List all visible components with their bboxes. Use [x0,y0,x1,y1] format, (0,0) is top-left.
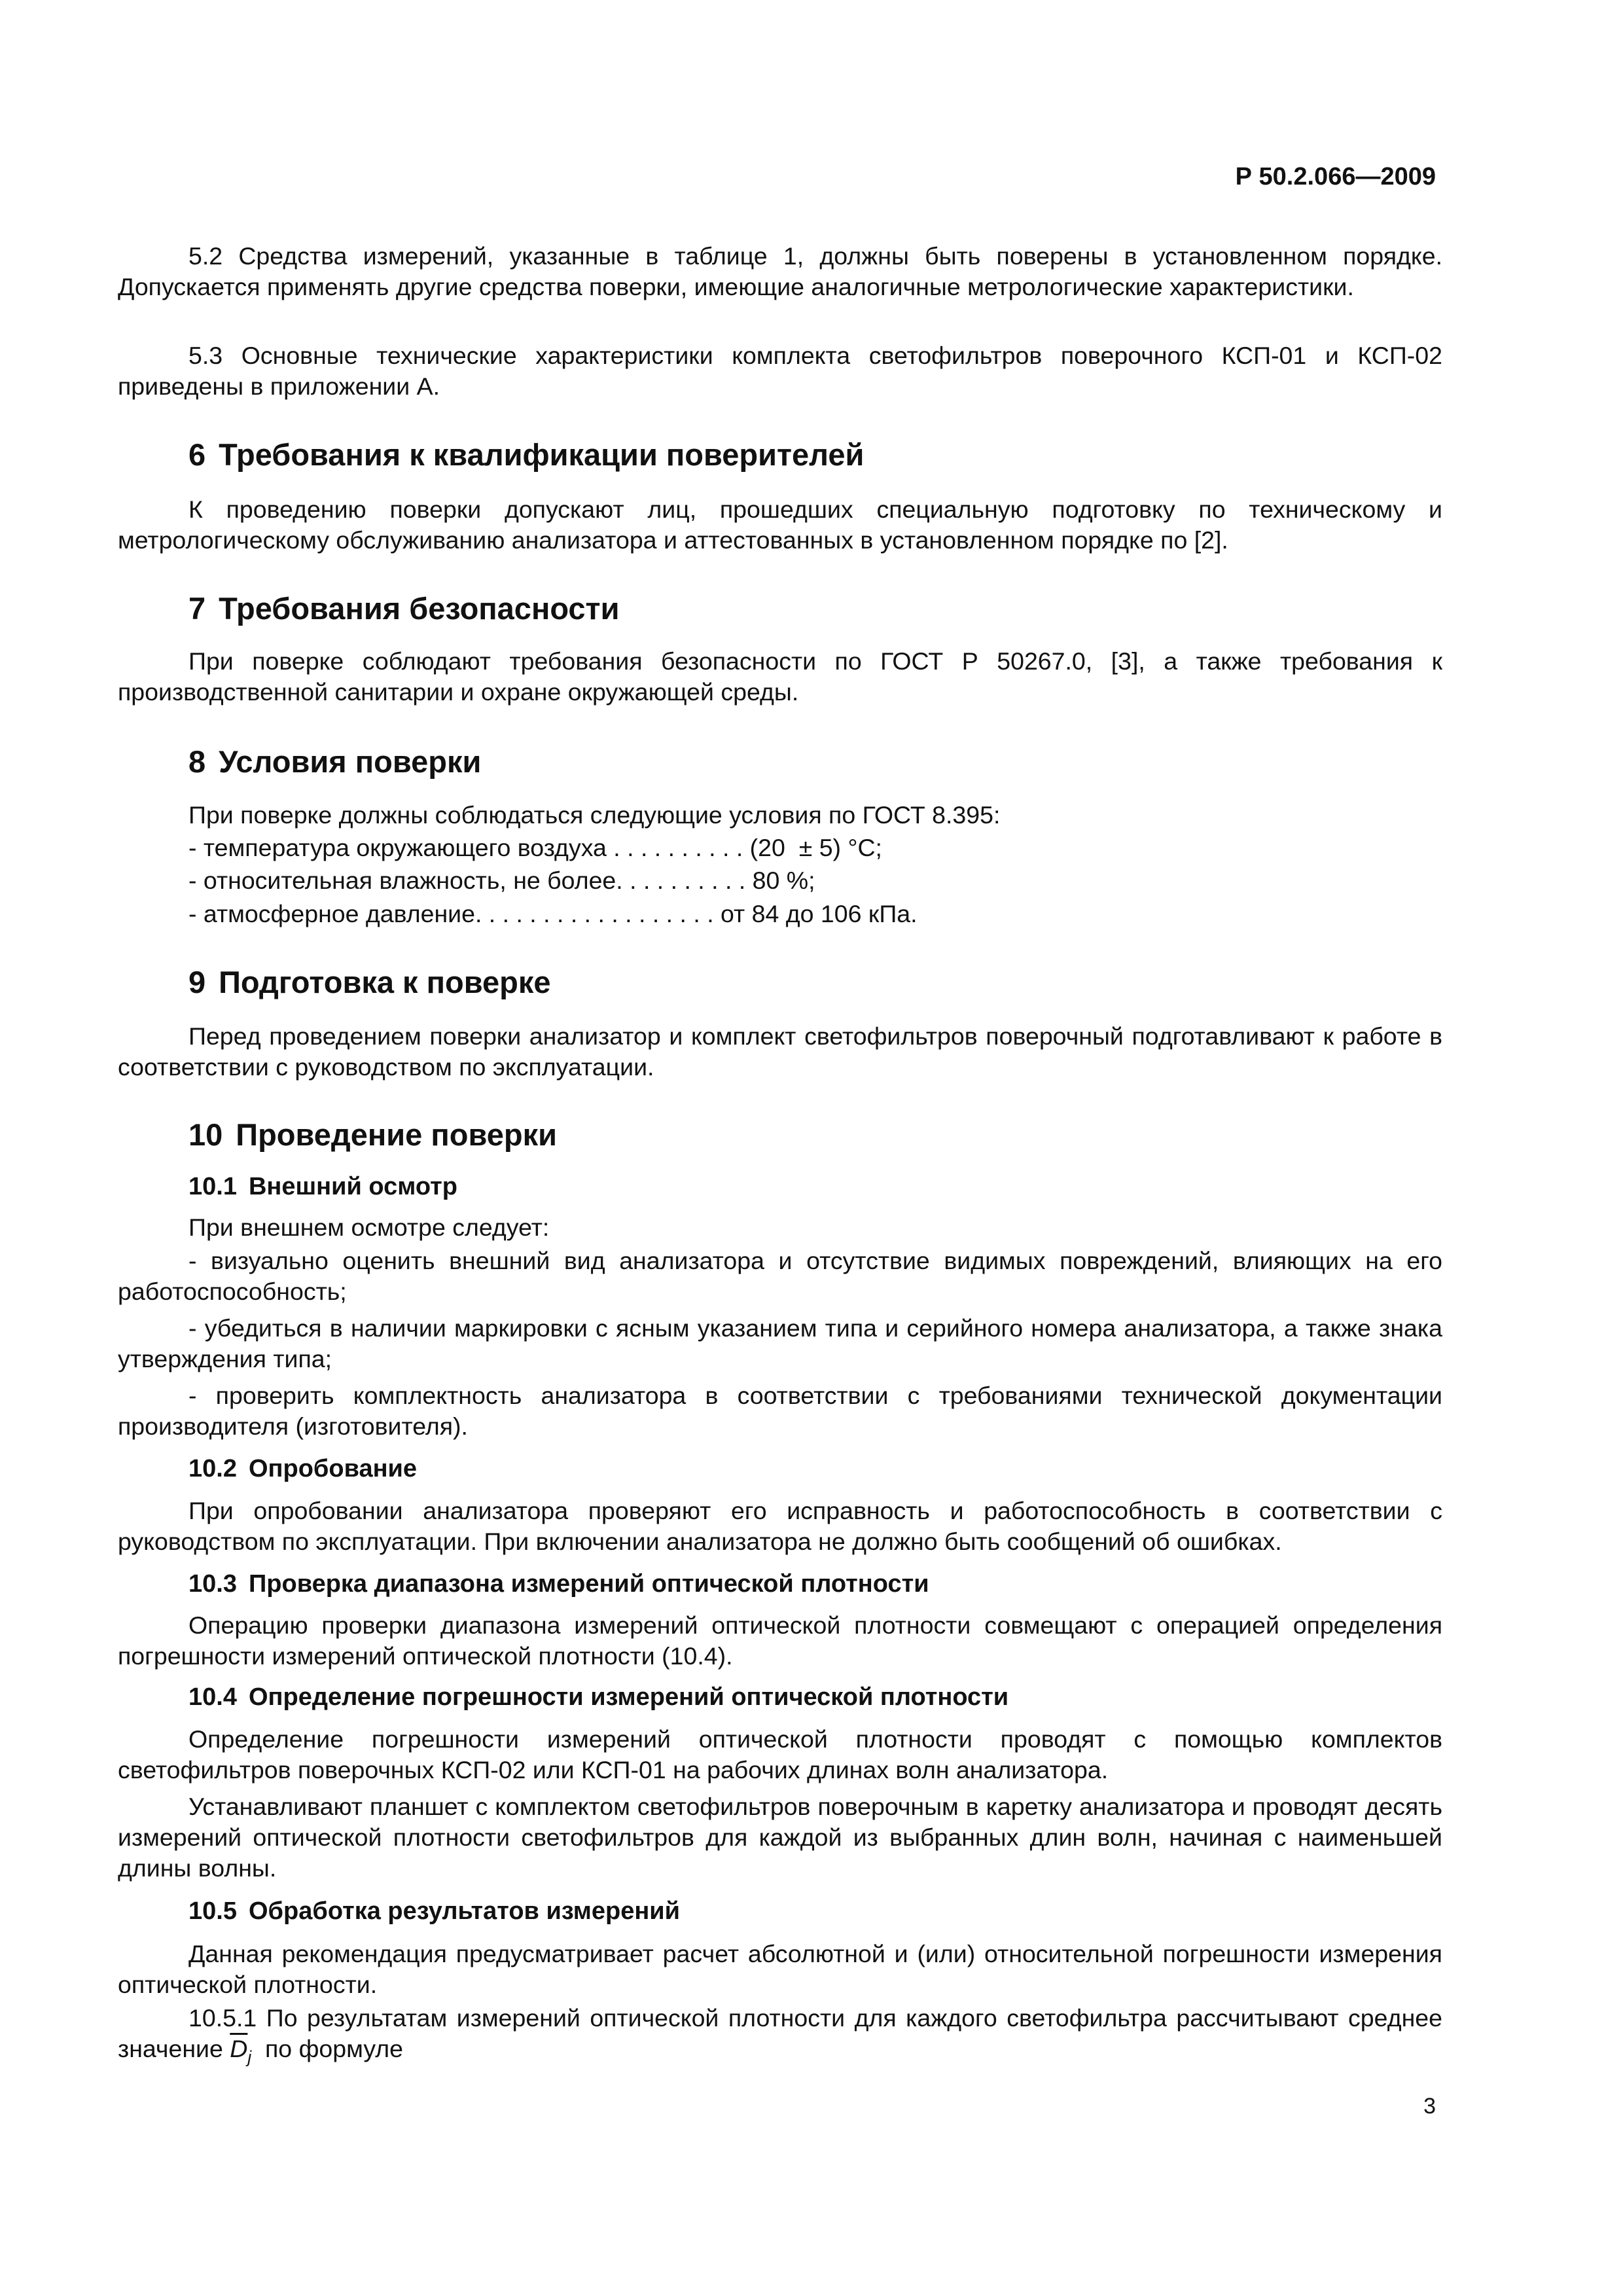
subsection-title: Определение погрешности измерений оптической плотности [248,1683,1009,1711]
subsection-10-2-heading [188,1454,417,1484]
paragraph-6-1: К проведению поверки допускают лиц, прошедших специальную подготовку по техническому и метрологическому обслуживанию анализатора и аттестованных в установленном порядке по [2]. [118,495,1442,554]
paragraph-10-4-2: Устанавливают планшет с комплектом светофильтров поверочным в каретку анализатора и проводят десять измерений оптической плотности светофильтров для каждой из выбранных длин волн, начиная с наименьшей длины волны. [118,1793,1442,1882]
paragraph-5-3: 5.3 Основные технические характеристики комплекта светофильтров поверочного КСП-01 и КСП-02 приведены в приложении А. [118,342,1442,400]
paragraph-9-1: Перед проведением поверки анализатор и комплект светофильтров поверочный подготавливают к работе в соответствии с руководством по эксплуатации. [118,1022,1442,1081]
subsection-10-1-heading [188,1172,457,1202]
document-number: Р 50.2.066—2009 [1235,163,1436,190]
subsection-10-5-heading [188,1896,680,1927]
symbol-letter: $\overline{D}$ [230,2035,248,2062]
section-number: 9 [188,965,206,999]
inspection-item: - визуально оценить внешний вид анализатора и отсутствие видимых повреждений, влияющих на его работоспособность; [118,1247,1442,1305]
section-number: 8 [188,744,206,779]
subsection-number: 10.5 [188,1897,237,1925]
condition-item: - атмосферное давление. . . . . . . . . . . . . . . . . . от 84 до 106 кПа. [188,900,918,927]
subsection-title: Опробование [248,1455,418,1482]
inspection-intro: При внешнем осмотре следует: [188,1213,550,1241]
section-number: 7 [188,591,206,626]
paragraph-10-2: При опробовании анализатора проверяют его исправность и работоспособность в соответствии с руководством по эксплуатации. При включении анализатора не должно быть сообщений об ошибках. [118,1497,1442,1555]
section-8-heading [188,744,481,780]
section-6-heading [188,437,864,473]
section-9-heading [188,964,551,1001]
section-title: Проведение поверки [236,1117,557,1152]
conditions-intro: При поверке должны соблюдаться следующие условия по ГОСТ 8.395: [188,801,1001,829]
subsection-number: 10.4 [188,1683,237,1711]
subsection-10-4-heading [188,1682,1008,1713]
page-number: 3 [1423,2094,1436,2119]
subsection-title: Проверка диапазона измерений оптической плотности [248,1570,929,1598]
section-number: 6 [188,437,206,472]
paragraph-7-1: При поверке соблюдают требования безопасности по ГОСТ Р 50267.0, [3], а также требования к производственной санитарии и охране окружающей среды. [118,647,1442,706]
section-7-heading [188,590,619,627]
condition-item: - температура окружающего воздуха . . . . . . . . . . (20 ± 5) °С; [188,834,882,861]
subsection-title: Обработка результатов измерений [248,1897,681,1925]
mean-value-symbol [230,2035,252,2067]
section-number: 10 [188,1117,223,1152]
inspection-item: - проверить комплектность анализатора в соответствии с требованиями технической документации производителя (изготовителя). [118,1382,1442,1440]
symbol-subscript: j [247,2047,252,2067]
inspection-item: - убедиться в наличии маркировки с ясным указанием типа и серийного номера анализатора, а также знака утверждения типа; [118,1314,1442,1372]
paragraph-text: по формуле [264,2035,403,2062]
section-title: Условия поверки [219,744,482,779]
subsection-number: 10.1 [188,1173,237,1200]
subsection-10-3-heading [188,1569,929,1600]
section-title: Требования безопасности [219,591,620,626]
section-title: Требования к квалификации поверителей [219,437,865,472]
section-title: Подготовка к поверке [219,965,551,999]
subsection-title: Внешний осмотр [248,1173,457,1200]
subsection-number: 10.2 [188,1455,237,1482]
condition-item: - относительная влажность, не более. . . . . . . . . . 80 %; [188,867,815,894]
paragraph-5-2: 5.2 Средства измерений, указанные в таблице 1, должны быть поверены в установленном порядке. Допускается применять другие средства поверки, имеющие аналогичные метрологические характеристики. [118,242,1442,300]
paragraph-text: 10.5.1 По результатам измерений оптической плотности для каждого светофильтра рассчитывают среднее значение [118,2004,1442,2062]
section-10-heading [188,1117,557,1153]
paragraph-10-5: Данная рекомендация предусматривает расчет абсолютной и (или) относительной погрешности измерения оптической плотности. [118,1940,1442,1998]
paragraph-10-5-1 [118,2003,1442,2073]
paragraph-10-4-1: Определение погрешности измерений оптической плотности проводят с помощью комплектов светофильтров поверочных КСП-02 или КСП-01 на рабочих длинах волн анализатора. [118,1725,1442,1784]
paragraph-10-3: Операцию проверки диапазона измерений оптической плотности совмещают с операцией определения погрешности измерений оптической плотности (10.4). [118,1611,1442,1670]
subsection-number: 10.3 [188,1570,237,1598]
